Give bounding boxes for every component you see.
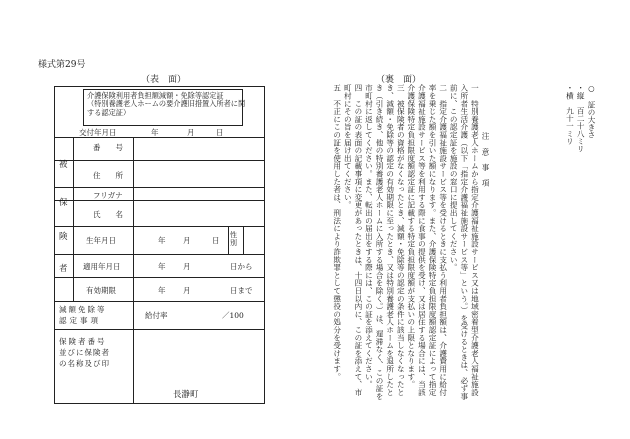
notes-block bbox=[297, 84, 490, 402]
insurer-label-2: 並びに保険者 bbox=[59, 348, 110, 357]
note-1: 一 特別養護老人ホームから指定介護福祉施設サービス又は地域密着型介護老人福祉施設入所者生活介護（以下「指定介護福祉施設サービス等」という。）を受けるときは、必ず事前に、この認定証を施設の窓口に提出してください。 bbox=[449, 84, 480, 400]
front-side-label: （表 面） bbox=[141, 75, 187, 85]
birth-year-unit: 年 bbox=[158, 236, 166, 245]
notes-heading: 注 意 事 項 bbox=[481, 132, 490, 187]
from-year-unit: 年 bbox=[158, 262, 166, 271]
note-2: 二 指定介護福祉施設サービス等を受けるときに支払う利用者負担額は、介護費用に給付率を乗じた額を引いた額になります。また、介護保険特定負担限度額認定証によって指定介護福祉施設サービス等を利用する際に食事の提供を受け、又は居住する場合には、当該介護保険特定負担限度額認定証に記載する特定負担限度額が支払いの上限となります。 bbox=[406, 84, 448, 396]
valid-from-label: 適用年月日 bbox=[83, 262, 121, 271]
certificate-title-line-3: する認定証） bbox=[87, 107, 131, 117]
issue-date-label: 交付年月日 bbox=[79, 128, 117, 137]
note-3: 三 被保険者の資格がなくなったとき、減額・免除等の認定の条件に該当しなくなったとき、減額・免除等の認定の有効期限に至ったとき、又は特別養護老人ホームを退所したとき（引き続き、他の特別養護老人ホームに入所する場合を除く。）は、遅滞なく、この証を市町村に返してください。また、転出の届出をする際には、この証を添えてください。 bbox=[364, 84, 406, 400]
issue-day-unit: 日 bbox=[216, 128, 224, 137]
certificate-title-line-2: （特別養護老人ホームの要介護旧措置入所者に関 bbox=[87, 99, 246, 109]
reduction-label-2: 認定事項 bbox=[59, 316, 101, 325]
size-heading: ○ 証の大きさ bbox=[587, 84, 596, 139]
size-height: ・縦 百二十八ミリ bbox=[576, 84, 586, 153]
issue-year-unit: 年 bbox=[151, 128, 159, 137]
furigana-label: フリガナ bbox=[93, 191, 123, 200]
certificate-title-line-1: 介護保険利用者負担額減額・免除等認定証 bbox=[87, 91, 224, 100]
valid-to-label: 有効期限 bbox=[86, 286, 116, 295]
size-width: ・横 九十一ミリ bbox=[565, 84, 575, 145]
certificate-title-box bbox=[83, 89, 246, 126]
insured-char-1: 被 bbox=[59, 160, 68, 170]
note-5: 五 不正にこの証を使用した者は、刑法により詐欺罪として懲役の処分を受けます。 bbox=[332, 84, 342, 381]
birth-day-unit: 日 bbox=[212, 236, 220, 245]
back-side-label: （裏 面） bbox=[376, 75, 422, 85]
insured-char-3: 険 bbox=[59, 232, 68, 242]
insured-char-2: 保 bbox=[59, 198, 68, 208]
to-month-unit: 月 bbox=[183, 286, 191, 295]
size-notes bbox=[540, 84, 596, 224]
birth-month-unit: 月 bbox=[183, 236, 191, 245]
from-month-unit: 月 bbox=[183, 262, 191, 271]
note-4: 四 この証の表面の記載事項に変更があったときは、十四日以内に、この証を添えて、市町村にその旨を届け出てください。 bbox=[343, 84, 363, 396]
benefit-rate-label: 給付率 bbox=[145, 311, 168, 320]
to-year-unit: 年 bbox=[158, 286, 166, 295]
reduction-label-1: 減額免除等 bbox=[59, 305, 107, 314]
sex-label: 性別 bbox=[230, 231, 237, 247]
issue-month-unit: 月 bbox=[187, 128, 195, 137]
insurer-label-3: の名称及び印 bbox=[59, 359, 110, 368]
insured-char-4: 者 bbox=[59, 264, 68, 274]
address-label: 住 所 bbox=[93, 171, 123, 180]
to-day-suffix: 日まで bbox=[230, 286, 253, 295]
birth-date-label: 生年月日 bbox=[86, 236, 116, 245]
from-day-suffix: 日から bbox=[230, 262, 253, 271]
insurer-name: 長瀞町 bbox=[173, 390, 199, 400]
name-label: 氏 名 bbox=[93, 210, 123, 219]
number-label: 番 号 bbox=[93, 143, 123, 152]
insurer-label-1: 保険者番号 bbox=[59, 337, 107, 346]
form-number: 様式第29号 bbox=[38, 60, 86, 70]
benefit-rate-denominator: ／100 bbox=[222, 311, 244, 320]
